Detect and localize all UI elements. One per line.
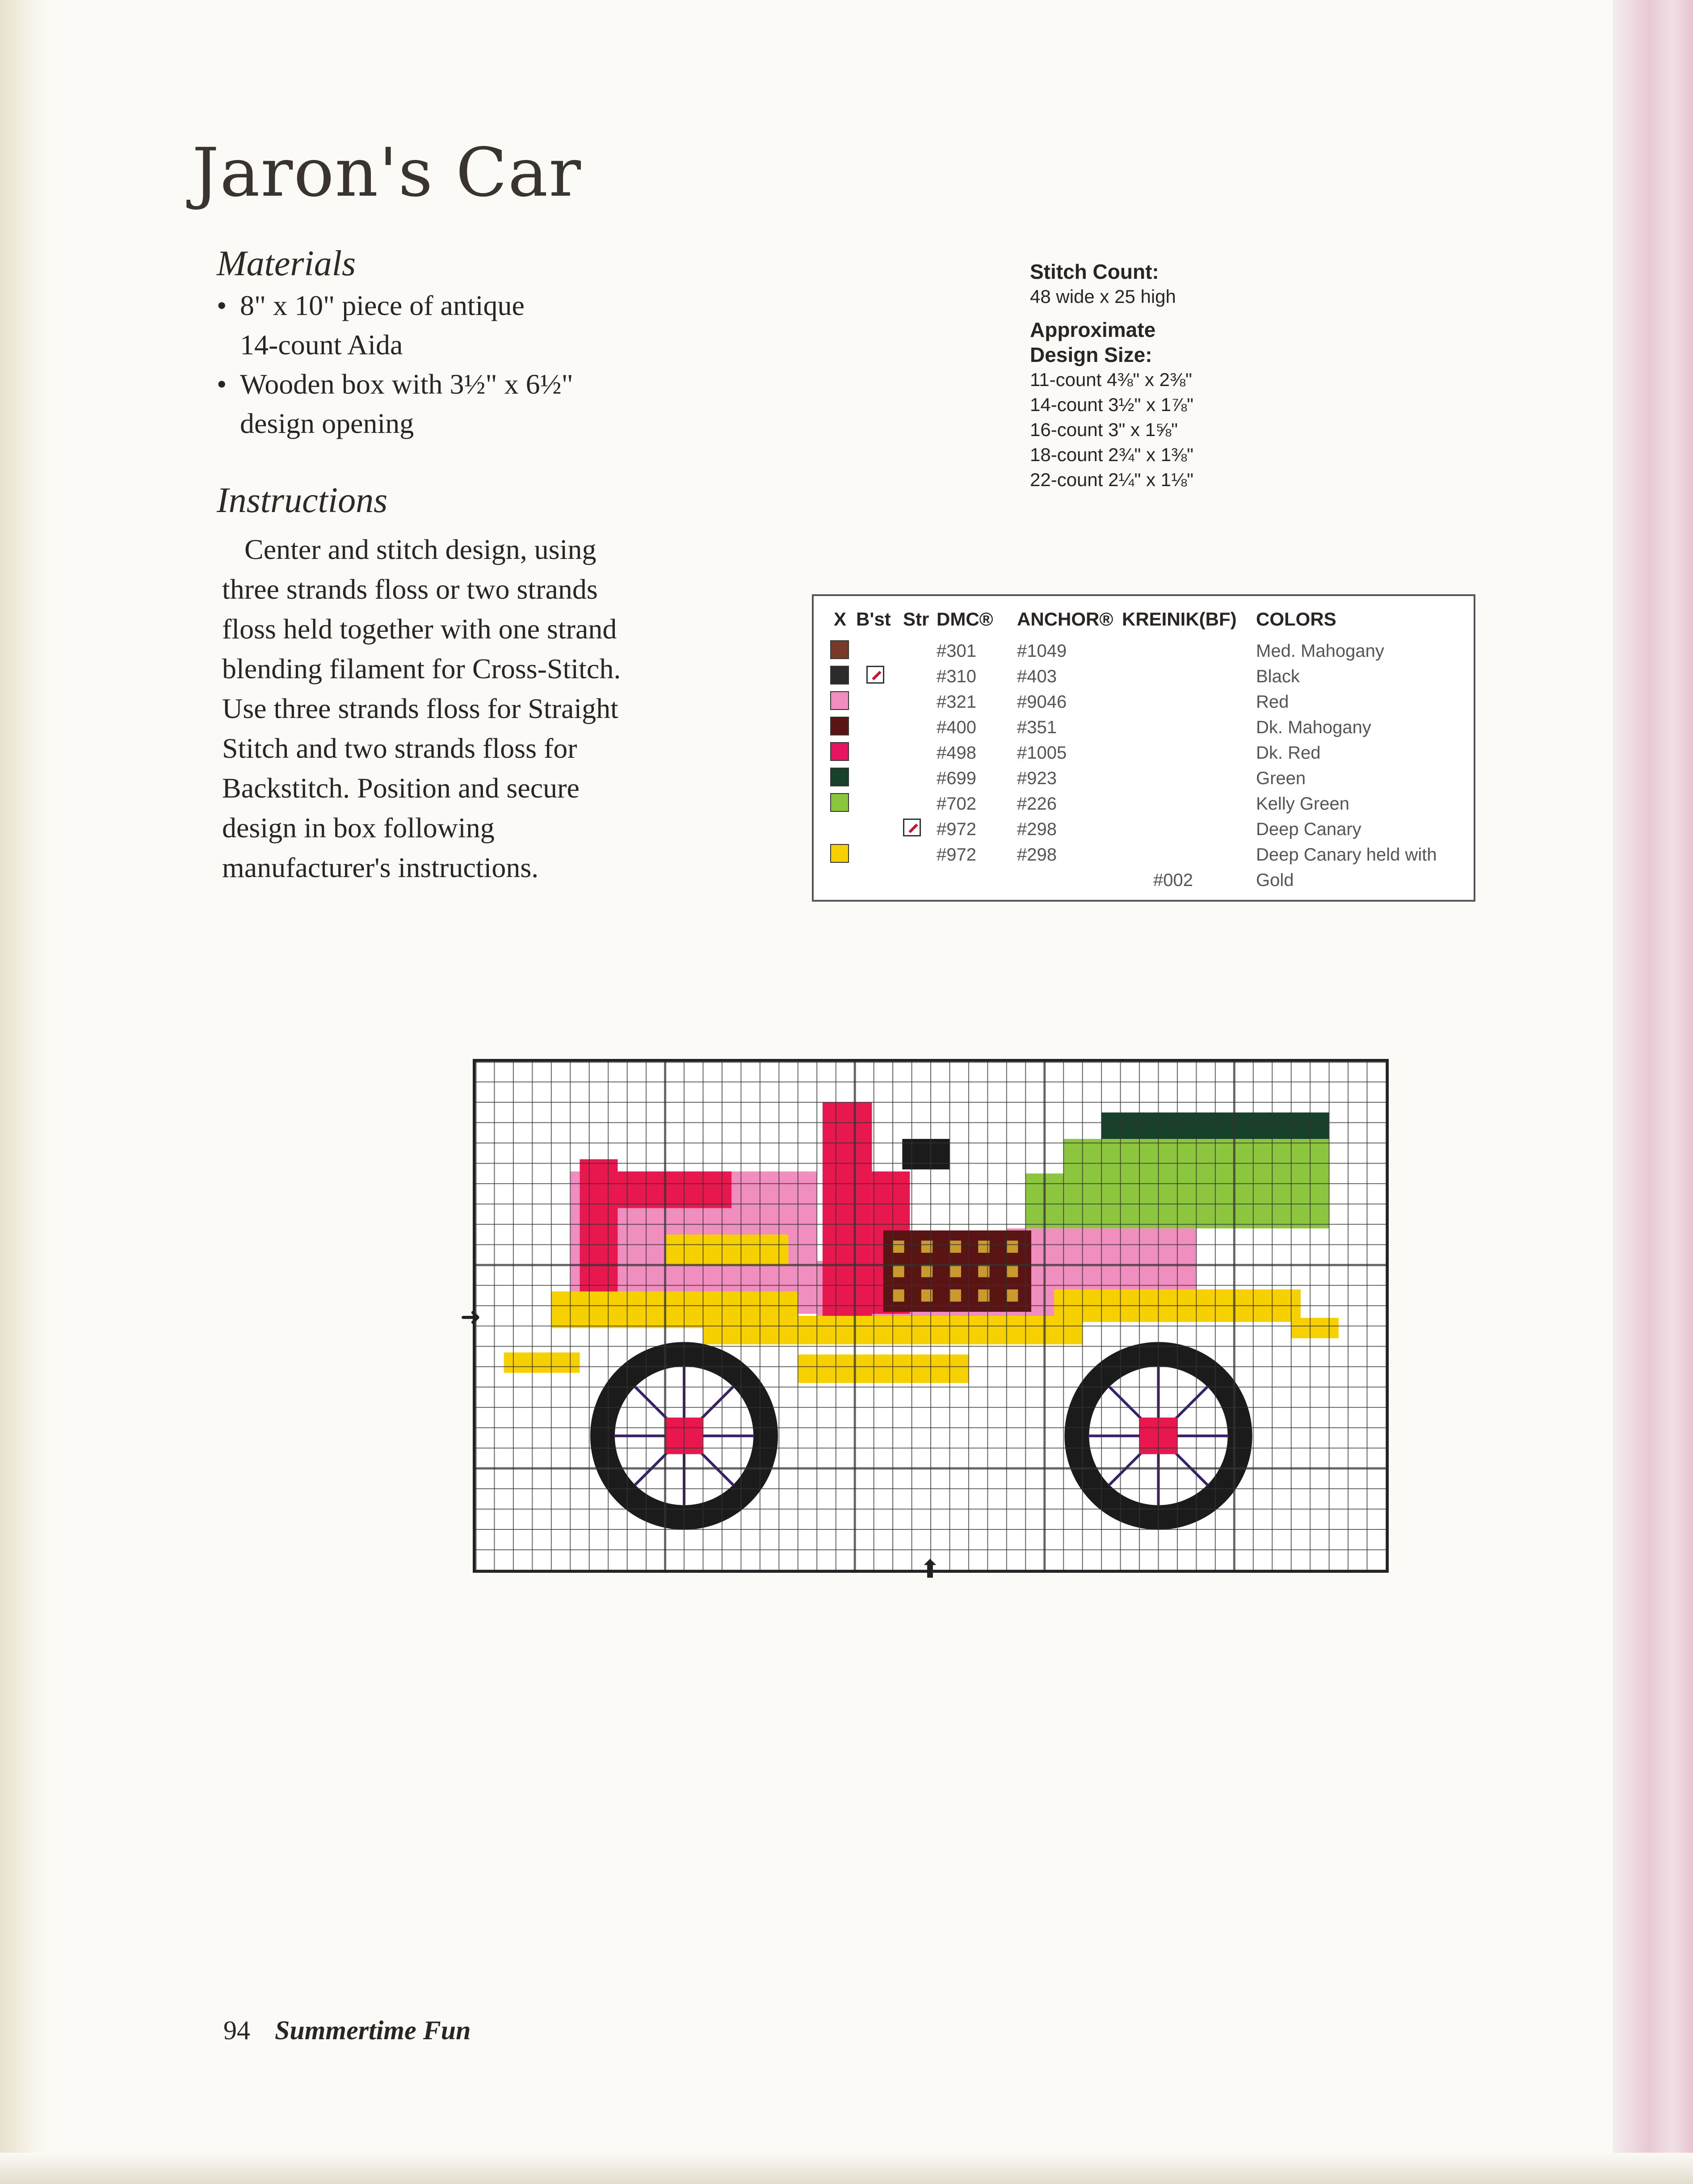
key-row: [814, 740, 1474, 766]
center-arrow-icon: ⬆: [920, 1555, 941, 1584]
key-cell-anchor: #298: [1017, 819, 1057, 839]
key-cell-anchor: #923: [1017, 769, 1057, 788]
key-cell-dmc: #972: [937, 819, 976, 839]
backstitch-icon: [866, 666, 884, 684]
key-cell-dmc: #972: [937, 845, 976, 865]
key-cell-anchor: #298: [1017, 845, 1057, 865]
materials-heading: Materials: [217, 244, 356, 283]
key-header-colors: COLORS: [1256, 609, 1336, 630]
key-row: [814, 638, 1474, 664]
page-footer: [223, 2015, 471, 2046]
key-cell-dmc: #699: [937, 769, 976, 788]
key-header-anchor: ANCHOR®: [1017, 609, 1113, 630]
stitch-info: [1030, 259, 1193, 492]
key-cell-color: Gold: [1256, 870, 1294, 890]
key-cell-dmc: #400: [937, 718, 976, 737]
color-key-table: [812, 594, 1475, 902]
steering-wheel: [902, 1139, 949, 1169]
materials-list: [217, 286, 664, 443]
seat-dot: [1007, 1289, 1018, 1302]
key-cell-dmc: #702: [937, 794, 976, 814]
key-cell-color: Black: [1256, 667, 1300, 686]
key-cell-color: Red: [1256, 692, 1289, 712]
seat-dot: [893, 1265, 904, 1277]
bullet-icon: •: [217, 368, 227, 400]
key-cell-color: Dk. Red: [1256, 743, 1321, 763]
color-swatch: [830, 742, 849, 761]
key-header-bst: B'st: [856, 609, 891, 630]
key-row: [814, 715, 1474, 740]
stitch-count-heading: Stitch Count:: [1030, 260, 1159, 283]
key-cell-dmc: #301: [937, 641, 976, 661]
front-bumper: [504, 1352, 580, 1373]
key-row: [814, 842, 1474, 868]
key-cell-dmc: #498: [937, 743, 976, 763]
key-cell-anchor: #403: [1017, 667, 1057, 686]
instructions-text: Center and stitch design, using three strands floss or two strands floss held together with one strand blending filament for Cross-Stitch. Use three strands floss for Straight Stitch and two strands floss for Backstitch. Position and secure design in box following manufacturer's instructions.: [222, 533, 621, 883]
key-cell-color: Med. Mahogany: [1256, 641, 1384, 661]
key-cell-kreinik: #002: [1153, 870, 1193, 890]
materials-item: • Wooden box with 3½" x 6½" design opening: [217, 365, 664, 443]
bullet-icon: •: [217, 290, 227, 321]
seat-dot: [893, 1241, 904, 1253]
color-swatch: [830, 691, 849, 710]
color-swatch: [830, 793, 849, 812]
page-edge-left: [0, 0, 49, 2184]
straight-stitch-icon: [903, 819, 921, 836]
seat-dot: [1007, 1241, 1018, 1253]
seat-dot: [949, 1241, 961, 1253]
seat-dot: [949, 1289, 961, 1302]
seat-dot: [949, 1265, 961, 1277]
cross-stitch-chart: [473, 1059, 1389, 1573]
chart-svg: [475, 1062, 1386, 1570]
key-row: [814, 664, 1474, 689]
key-cell-anchor: #9046: [1017, 692, 1067, 712]
stitch-count-value: 48 wide x 25 high: [1030, 286, 1176, 307]
key-cell-color: Kelly Green: [1256, 794, 1349, 814]
color-swatch: [830, 640, 849, 659]
key-row: [814, 868, 1474, 893]
key-row: [814, 766, 1474, 791]
key-header-kreinik: KREINIK(BF): [1122, 609, 1237, 630]
center-arrow-icon: ➜: [460, 1302, 481, 1331]
design-size-line: 22-count 2¼" x 1⅛": [1030, 469, 1194, 490]
key-cell-dmc: #321: [937, 692, 976, 712]
key-row: [814, 689, 1474, 715]
color-swatch: [830, 844, 849, 863]
materials-item: • 8" x 10" piece of antique 14-count Aida: [217, 286, 664, 365]
key-cell-color: Dk. Mahogany: [1256, 718, 1371, 737]
key-cell-anchor: #226: [1017, 794, 1057, 814]
book-title: Summertime Fun: [275, 2016, 471, 2045]
design-size-line: 16-count 3" x 1⅝": [1030, 419, 1178, 440]
design-size-heading: Approximate: [1030, 318, 1156, 341]
key-cell-color: Green: [1256, 769, 1306, 788]
key-header-str: Str: [903, 609, 929, 630]
design-size-line: 11-count 4⅜" x 2⅜": [1030, 369, 1192, 390]
key-header-dmc: DMC®: [937, 609, 993, 630]
key-cell-anchor: #1005: [1017, 743, 1067, 763]
instructions-heading: Instructions: [217, 481, 388, 520]
key-cell-anchor: #1049: [1017, 641, 1067, 661]
color-swatch: [830, 717, 849, 735]
key-cell-color: Deep Canary held with: [1256, 845, 1437, 865]
key-row: [814, 791, 1474, 817]
page-title: Jaron's Car: [192, 134, 582, 212]
design-size-heading: Design Size:: [1030, 343, 1152, 366]
page-edge-bottom: [0, 2153, 1693, 2184]
key-header-x: X: [834, 609, 847, 630]
page-number: 94: [223, 2016, 250, 2045]
hood-top: [618, 1172, 731, 1208]
design-size-line: 14-count 3½" x 1⅞": [1030, 394, 1194, 415]
color-swatch: [830, 768, 849, 786]
seat-dot: [893, 1289, 904, 1302]
design-size-line: 18-count 2¾" x 1⅜": [1030, 444, 1194, 465]
key-cell-color: Deep Canary: [1256, 819, 1361, 839]
seat-dot: [1007, 1265, 1018, 1277]
color-swatch: [830, 666, 849, 685]
page-edge-right: [1613, 0, 1693, 2184]
key-cell-anchor: #351: [1017, 718, 1057, 737]
steering-post: [823, 1102, 872, 1316]
hood-vent: [665, 1235, 789, 1265]
key-row: [814, 817, 1474, 842]
key-cell-dmc: #310: [937, 667, 976, 686]
rear-bumper: [1291, 1318, 1339, 1339]
running-board-lower: [798, 1354, 969, 1383]
